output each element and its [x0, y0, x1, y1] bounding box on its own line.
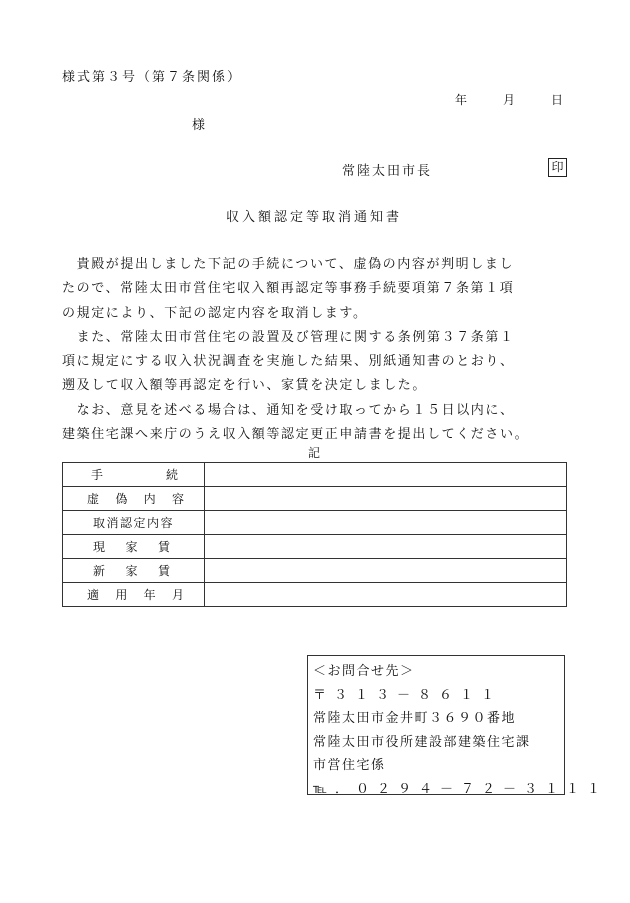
- row-label-revoked-content: [63, 511, 205, 535]
- contact-postal-code: 〒３１３－８６１１: [313, 687, 503, 703]
- date-month-label: 月: [503, 93, 516, 107]
- label-char: 賃: [157, 540, 170, 554]
- row-label-current-rent: [63, 535, 205, 559]
- date-year-label: 年: [455, 93, 468, 107]
- row-label-false-content: [63, 487, 205, 511]
- row-value-current-rent: [205, 535, 567, 559]
- body-line: の規定により、下記の認定内容を取消します。: [62, 305, 368, 321]
- contact-department: 常陸太田市役所建設部建築住宅課: [313, 734, 531, 750]
- label-char: 用: [115, 588, 128, 602]
- contact-address: 常陸太田市金井町３６９０番地: [313, 711, 517, 726]
- label-char: 容: [171, 492, 184, 506]
- label-text: 取消認定内容: [92, 516, 174, 530]
- table-row: [63, 511, 567, 535]
- notice-body: [62, 253, 582, 447]
- label-char: 新: [93, 564, 106, 578]
- label-char: 続: [165, 468, 178, 482]
- table-row: [63, 463, 567, 487]
- label-char: 家: [125, 540, 138, 554]
- table-row: [63, 583, 567, 607]
- date-line: [455, 91, 563, 108]
- label-char: 現: [93, 540, 106, 554]
- table-row: [63, 559, 567, 583]
- issuer-name: 常陸太田市長: [342, 164, 433, 179]
- table-row: [63, 487, 567, 511]
- body-line: たので、常陸太田市営住宅収入額再認定等事務手続要項第７条第１項: [62, 281, 515, 297]
- label-char: 月: [171, 588, 184, 602]
- contact-heading: ＜お問合せ先＞: [313, 664, 415, 679]
- table-row: [63, 535, 567, 559]
- body-line: 項に規定にする収入状況調査を実施した結果、別紙通知書のとおり、: [62, 354, 515, 370]
- label-char: 年: [143, 588, 156, 602]
- contact-phone: ℡．０２９４－７２－３１１１: [313, 781, 608, 797]
- row-value-procedure: [205, 463, 567, 487]
- body-line: 建築住宅課へ来庁のうえ収入額等認定更正申請書を提出してください。: [62, 427, 530, 443]
- label-char: 虚: [87, 492, 100, 506]
- contact-box: [307, 655, 608, 797]
- label-char: 家: [125, 564, 138, 578]
- form-number: 様式第３号（第７条関係）: [62, 70, 243, 85]
- ki-marker: 記: [308, 446, 321, 460]
- document-title: 収入額認定等取消通知書: [226, 210, 403, 225]
- label-char: 賃: [157, 564, 170, 578]
- row-label-effective-month: [63, 583, 205, 607]
- label-char: 適: [87, 588, 100, 602]
- row-value-effective-month: [205, 583, 567, 607]
- addressee-honorific: 様: [192, 118, 206, 133]
- contact-section: 市営住宅係: [313, 758, 386, 773]
- date-day-label: 日: [551, 93, 564, 107]
- seal-stamp-box: 印: [548, 158, 567, 177]
- label-char: 偽: [115, 492, 128, 506]
- label-char: 内: [143, 492, 156, 506]
- row-label-new-rent: [63, 559, 205, 583]
- label-char: 手: [91, 468, 104, 482]
- row-value-revoked-content: [205, 511, 567, 535]
- details-table: [62, 462, 567, 607]
- row-value-new-rent: [205, 559, 567, 583]
- row-label-procedure: [63, 463, 205, 487]
- body-line: 遡及して収入額等再認定を行い、家賃を決定しました。: [62, 378, 428, 394]
- body-line: また、常陸太田市営住宅の設置及び管理に関する条例第３７条第１: [62, 329, 515, 345]
- row-value-false-content: [205, 487, 567, 511]
- body-line: 貴殿が提出しました下記の手続について、虚偽の内容が判明しまし: [62, 257, 515, 272]
- body-line: なお、意見を述べる場合は、通知を受け取ってから１５日以内に、: [62, 402, 515, 418]
